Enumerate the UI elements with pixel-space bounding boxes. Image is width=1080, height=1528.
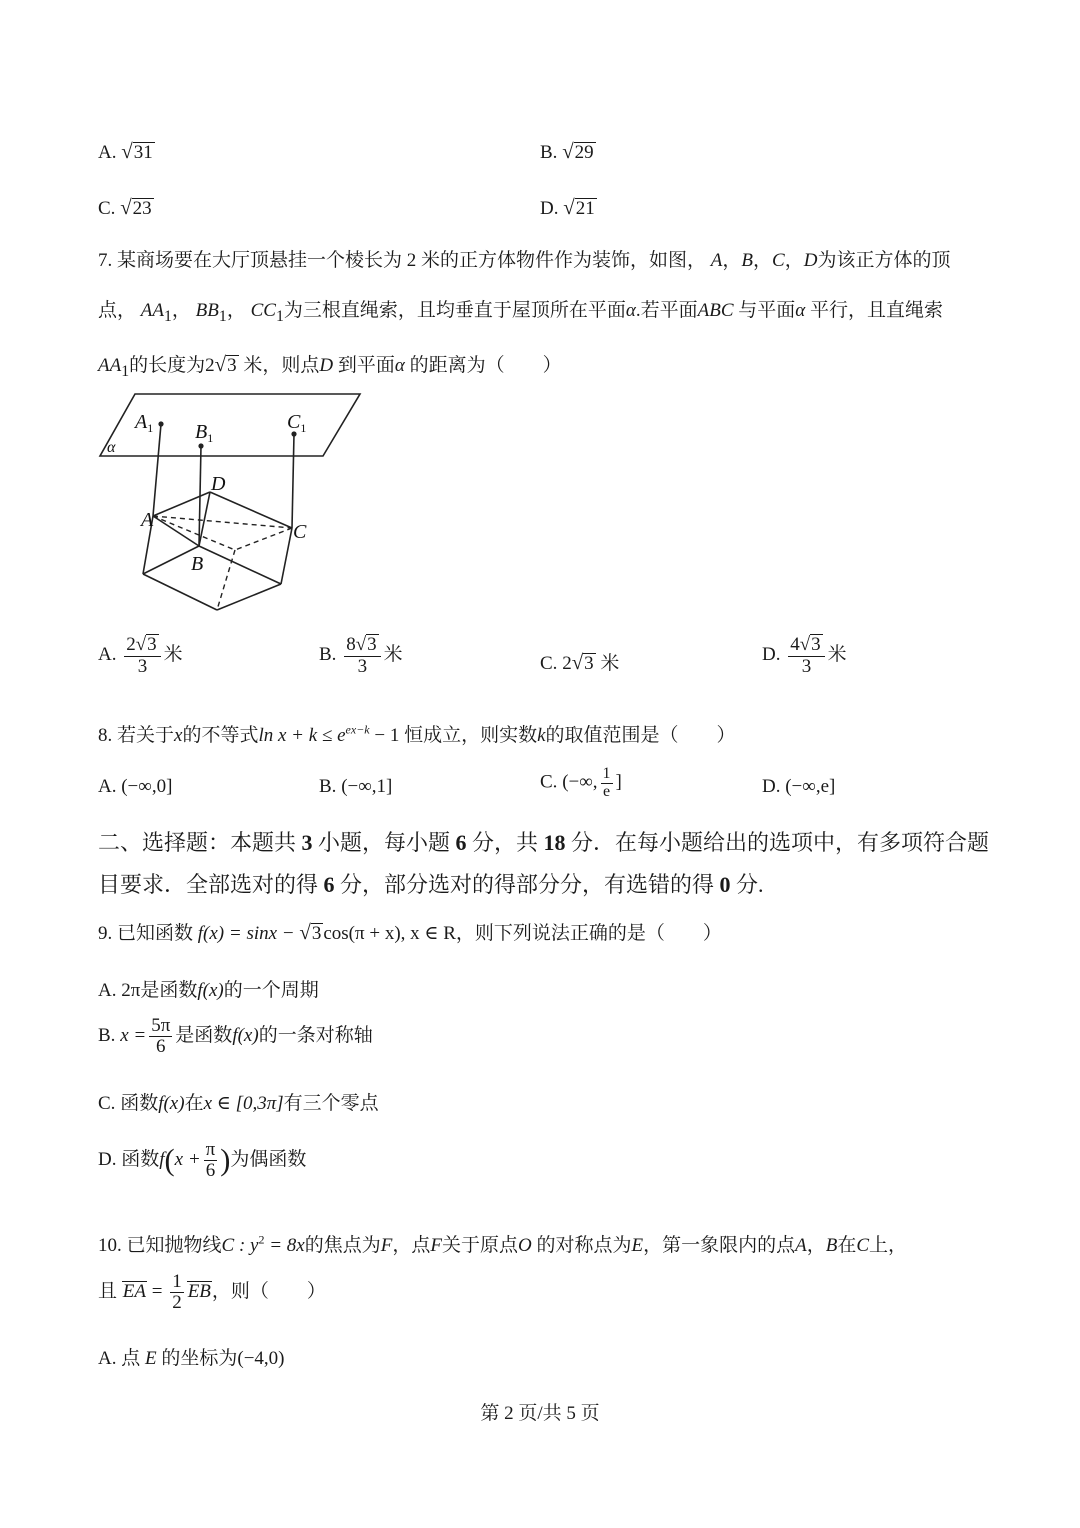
q7-line-2: 点， $AA_1$， $BB_1$， $CC_1$为三根直绳索，且均垂直于屋顶所在平面α.若平面ABC 与平面α 平行，且直绳索: [98, 300, 944, 325]
label-a: A: [141, 509, 154, 531]
page-footer: 第 2 页/共 5 页: [480, 1403, 600, 1424]
edge-ab: [153, 516, 199, 546]
label-alpha: α: [107, 439, 116, 456]
q7-option-b: B. $\frac{8√3}{3}$ 米: [319, 634, 403, 677]
section-2-line-1: 二、选择题：本题共 3 小题，每小题 6 分，共 18 分．在每小题给出的选项中，有多项符合题: [98, 830, 990, 855]
q6-option-c: C. √23: [98, 195, 152, 219]
q6-option-b: B. √29: [540, 139, 594, 163]
q9-option-b: B. x = $\frac{5\pi}{6}$ 是函数f(x)的一条对称轴: [98, 1015, 373, 1057]
edge-dc: [210, 492, 292, 528]
q9-option-d: D. 函数f(x + $\frac{\pi}{6}$ )为偶函数: [98, 1139, 307, 1181]
q8-option-c: C. (−∞, $\frac{1}{e}$ ]: [540, 765, 622, 800]
label-b1: $B_1$: [195, 421, 214, 445]
q10-option-a: A. 点 E 的坐标为(−4,0): [98, 1348, 285, 1369]
rope-aa1: [153, 424, 161, 516]
q9-option-a: A. 2π是函数f(x)的一个周期: [98, 980, 319, 1001]
section-2-line-2: 目要求．全部选对的得 6 分，部分选对的得部分分，有选错的得 0 分.: [98, 872, 764, 897]
q10-stem-line-1: 10. 已知抛物线C : $y^2 = 8x$的焦点为F，点F关于原点O 的对称点为E，第一象限内的点A，B在C上，: [98, 1232, 908, 1256]
rope-cc1: [292, 434, 294, 528]
q7-option-c: C. 2√3 米: [540, 650, 620, 674]
q8-stem: 8. 若关于x的不等式$\ln x + k \le e^{ex-k} - 1$ 恒成立，则实数k的取值范围是（ ）: [98, 722, 736, 746]
q8-option-d: D. (−∞,e]: [762, 776, 836, 797]
q10-stem-line-2: 且 EA = $\frac{1}{2}$ EB，则（ ）: [98, 1271, 326, 1313]
q9-stem: 9. 已知函数 f(x) = sinx − √3 cos(π + x), x ∈ R，则下列说法正确的是（ ）: [98, 920, 722, 944]
label-d: D: [211, 473, 226, 495]
edge-ad: [153, 492, 210, 516]
edge-b-right: [199, 546, 281, 584]
q9-option-c: C. 函数f(x)在x ∈ [0,3π]有三个零点: [98, 1093, 379, 1114]
q7-option-a: A. $\frac{2√3}{3}$ 米: [98, 634, 183, 677]
q7-option-d: D. $\frac{4√3}{3}$ 米: [762, 634, 847, 677]
q6-option-d: D. √21: [540, 195, 595, 219]
label-c: C: [293, 521, 307, 543]
edge-c-down: [281, 528, 292, 584]
q8-option-b: B. (−∞,1]: [319, 776, 393, 797]
label-a1: $A_1$: [135, 411, 154, 435]
q7-line-3: $AA_1$的长度为2√3 米，则点D 到平面α 的距离为（ ）: [98, 352, 562, 380]
q6-option-a: A. √31: [98, 139, 153, 163]
q8-option-a: A. (−∞,0]: [98, 776, 173, 797]
dashed-ac: [153, 516, 292, 528]
q7-cube-figure: [95, 388, 365, 618]
edge-bottom-2: [217, 584, 281, 610]
label-c1: $C_1$: [287, 411, 307, 435]
edge-bottom-1: [143, 574, 217, 610]
dashed-c-hidden: [235, 528, 292, 550]
dashed-a-hidden: [153, 516, 235, 550]
q7-line-1: 7. 某商场要在大厅顶悬挂一个棱长为 2 米的正方体物件作为装饰，如图， A，B，C，D为该正方体的顶: [98, 250, 951, 271]
label-b: B: [191, 553, 204, 575]
